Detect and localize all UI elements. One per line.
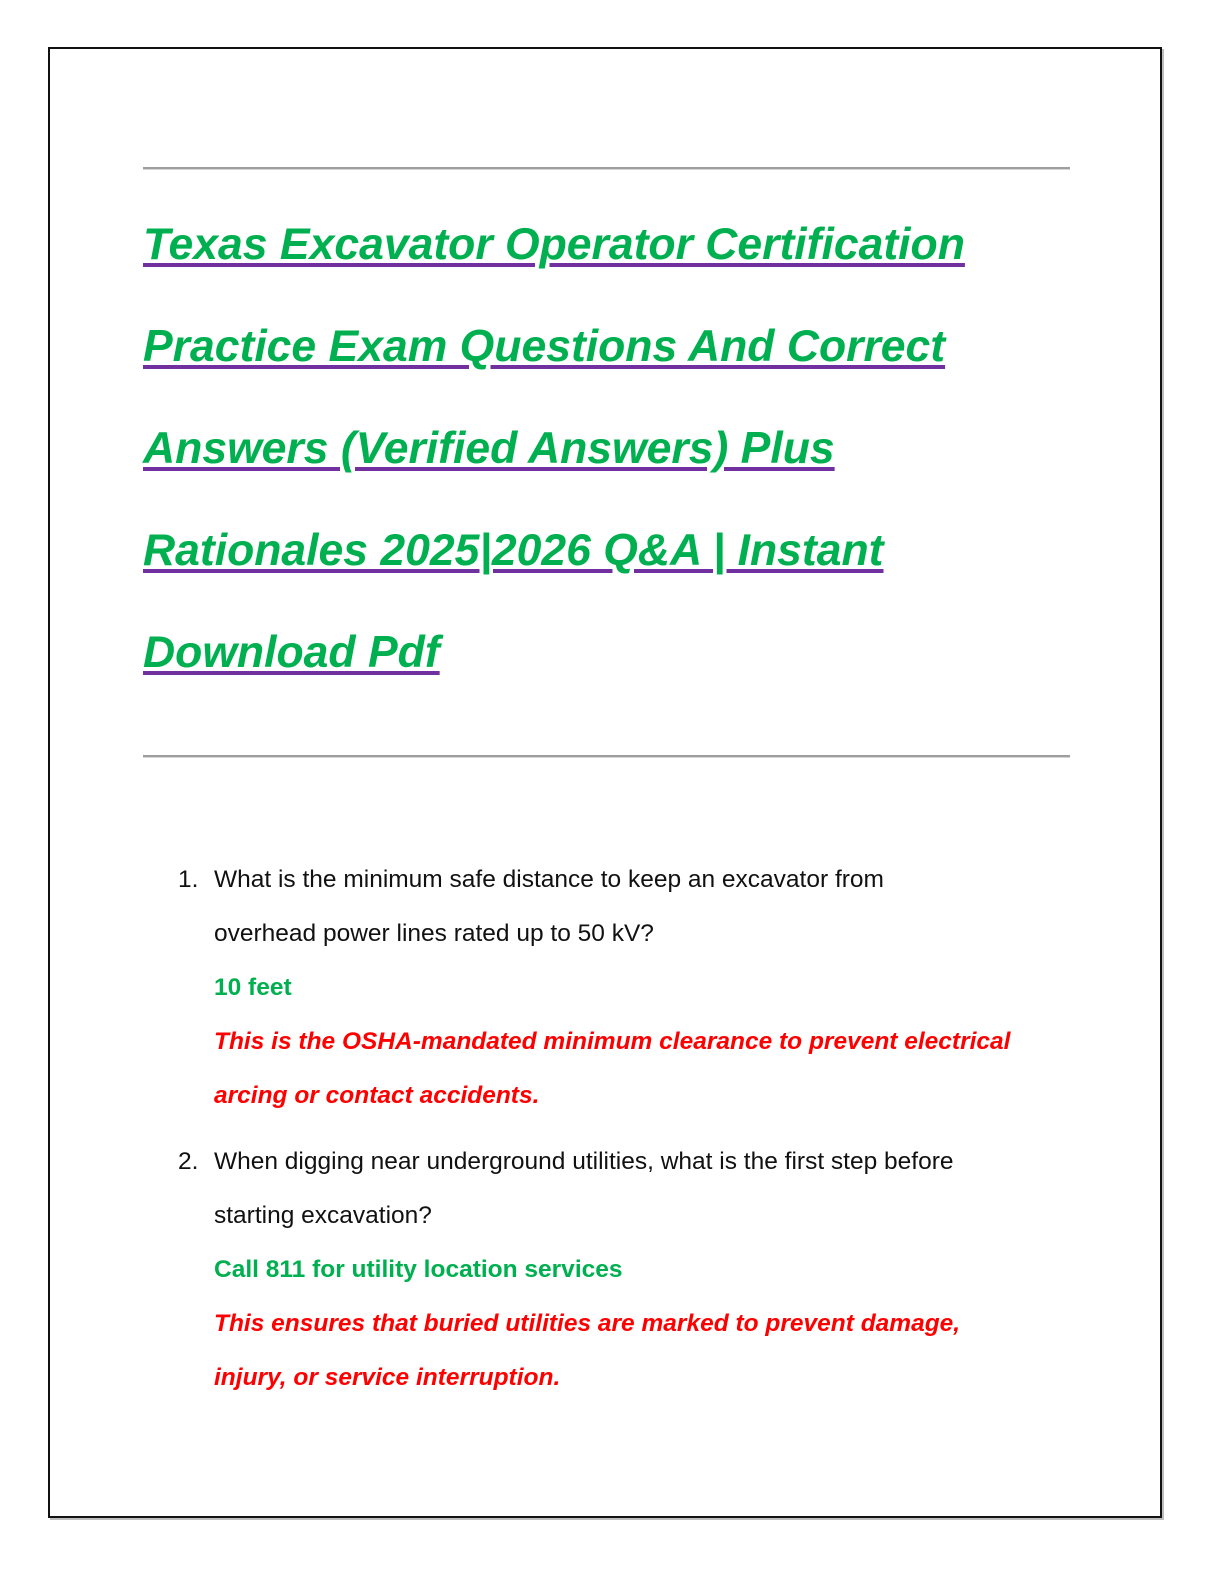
question-text-line: starting excavation?: [214, 1202, 432, 1229]
rationale-line: This is the OSHA-mandated minimum clearance to prevent electrical: [214, 1028, 1011, 1055]
question-item: [0, 853, 1224, 1123]
question-body: [214, 1135, 1074, 1405]
question-number: 2.: [178, 1148, 199, 1175]
question-text-line: When digging near underground utilities, what is the first step before: [214, 1148, 954, 1175]
bottom-divider: [143, 755, 1070, 758]
title-line: Rationales 2025|2026 Q&A | Instant: [143, 526, 884, 575]
title-line: Practice Exam Questions And Correct: [143, 322, 946, 371]
correct-answer: Call 811 for utility location services: [214, 1256, 623, 1283]
title-line: Texas Excavator Operator Certification: [143, 220, 965, 269]
rationale-line: injury, or service interruption.: [214, 1364, 561, 1391]
rationale-line: This ensures that buried utilities are marked to prevent damage,: [214, 1310, 961, 1337]
document-title: [143, 212, 1073, 722]
title-line: Download Pdf: [143, 628, 440, 677]
question-item: [0, 1135, 1224, 1405]
rationale-line: arcing or contact accidents.: [214, 1082, 540, 1109]
question-text-line: What is the minimum safe distance to keep an excavator from: [214, 866, 884, 893]
question-number: 1.: [178, 866, 199, 893]
question-body: [214, 853, 1074, 1123]
correct-answer: 10 feet: [214, 974, 292, 1001]
top-divider: [143, 167, 1070, 170]
question-list: [0, 853, 1224, 1417]
question-text-line: overhead power lines rated up to 50 kV?: [214, 920, 654, 947]
title-line: Answers (Verified Answers) Plus: [143, 424, 835, 473]
